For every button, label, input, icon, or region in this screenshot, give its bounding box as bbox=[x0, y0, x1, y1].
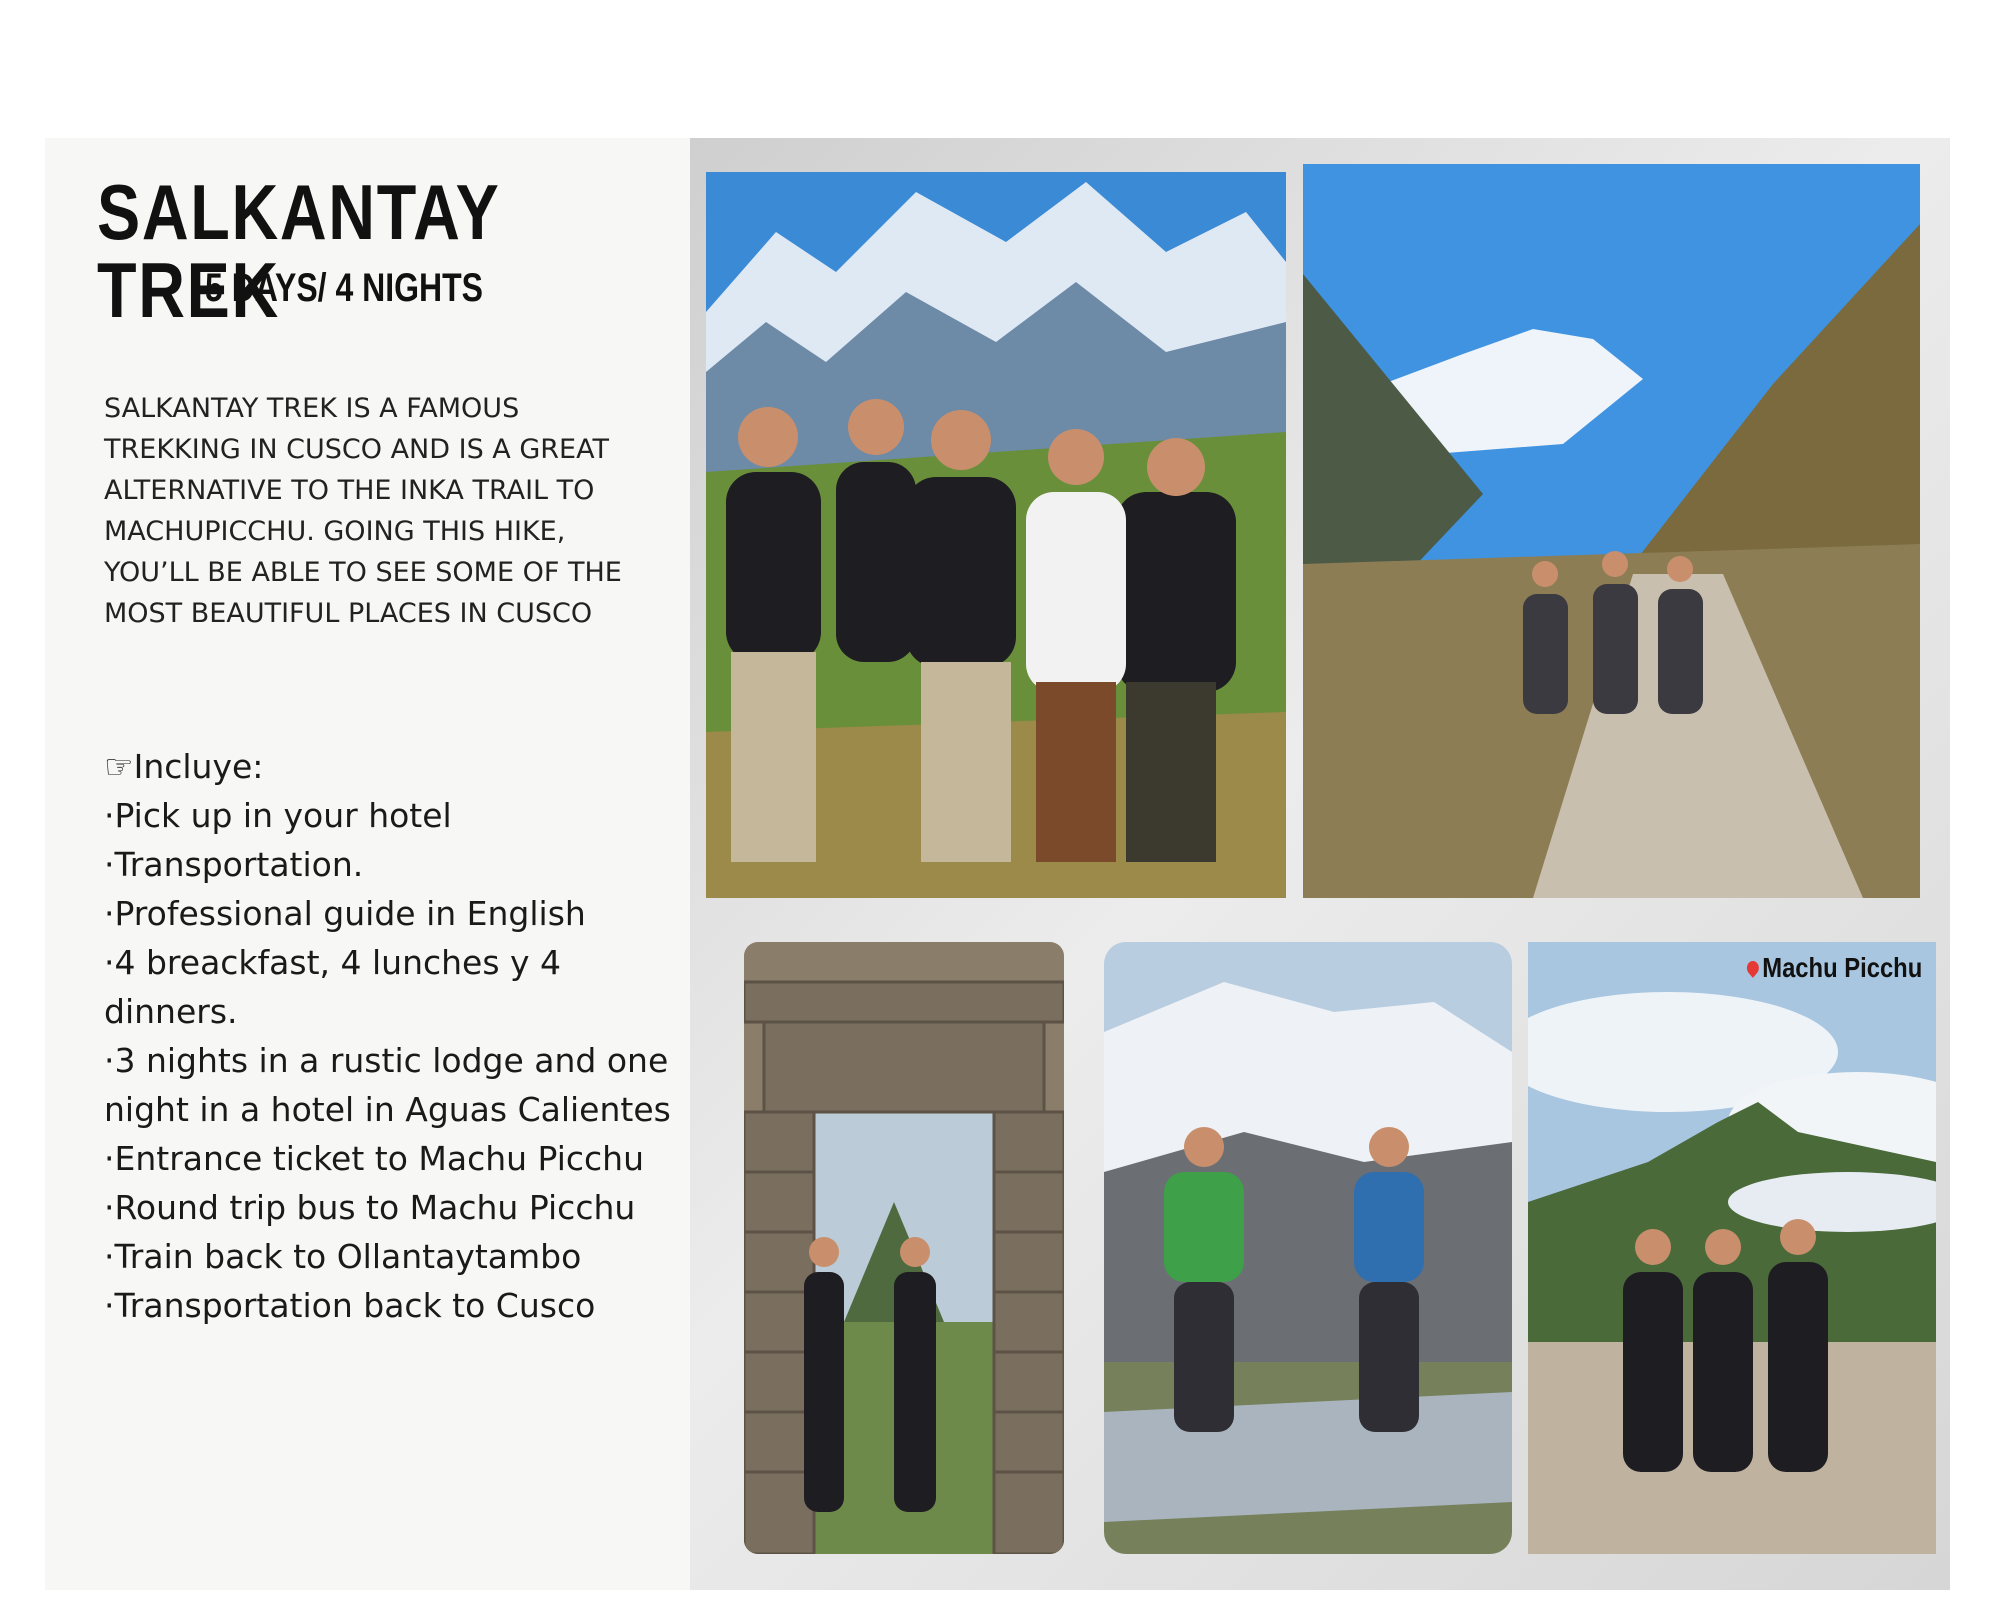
includes-item: ·3 nights in a rustic lodge and one night in a hotel in Aguas Calientes bbox=[104, 1041, 671, 1129]
includes-item: ·Professional guide in English bbox=[104, 894, 586, 933]
includes-item: ·Round trip bus to Machu Picchu bbox=[104, 1188, 636, 1227]
includes-item: ·Entrance ticket to Machu Picchu bbox=[104, 1139, 644, 1178]
includes-list bbox=[104, 742, 684, 1330]
includes-item: ·Train back to Ollantaytambo bbox=[104, 1237, 582, 1276]
trek-description: SALKANTAY TREK IS A FAMOUS TREKKING IN CUSCO AND IS A GREAT ALTERNATIVE TO THE INKA TRAIL TO MACHUPICCHU. GOING THIS HIKE, YOU’LL BE ABLE TO SEE SOME OF THE MOST BEAUTIFUL PLACES IN CUSCO bbox=[104, 393, 622, 629]
includes-item: ·Transportation. bbox=[104, 845, 364, 884]
stone-doorway-image bbox=[744, 942, 1064, 1554]
machu-picchu-image bbox=[1528, 942, 1936, 1554]
map-pin-icon bbox=[1744, 958, 1761, 978]
location-tag-label: Machu Picchu bbox=[1761, 952, 1922, 983]
group-hikers-photo bbox=[706, 172, 1286, 898]
includes-item: ·Pick up in your hotel bbox=[104, 796, 452, 835]
duration-subtitle: 5 DAYS/ 4 NIGHTS bbox=[205, 266, 484, 310]
photo-gallery bbox=[690, 138, 1950, 1590]
machu-picchu-photo bbox=[1528, 942, 1936, 1554]
page-title: SALKANTAY TREK bbox=[97, 168, 500, 334]
location-tag bbox=[1747, 952, 1922, 984]
valley-hikers-photo bbox=[1303, 164, 1920, 898]
jumping-hikers-photo bbox=[1104, 942, 1512, 1554]
includes-heading: ☞Incluye: bbox=[104, 747, 264, 786]
group-hikers-image bbox=[706, 172, 1286, 898]
valley-hikers-image bbox=[1303, 164, 1920, 898]
stone-doorway-photo bbox=[744, 942, 1064, 1554]
includes-item: ·4 breackfast, 4 lunches y 4 dinners. bbox=[104, 943, 562, 1031]
includes-item: ·Transportation back to Cusco bbox=[104, 1286, 596, 1325]
jumping-hikers-image bbox=[1104, 942, 1512, 1554]
info-panel bbox=[45, 138, 685, 1590]
